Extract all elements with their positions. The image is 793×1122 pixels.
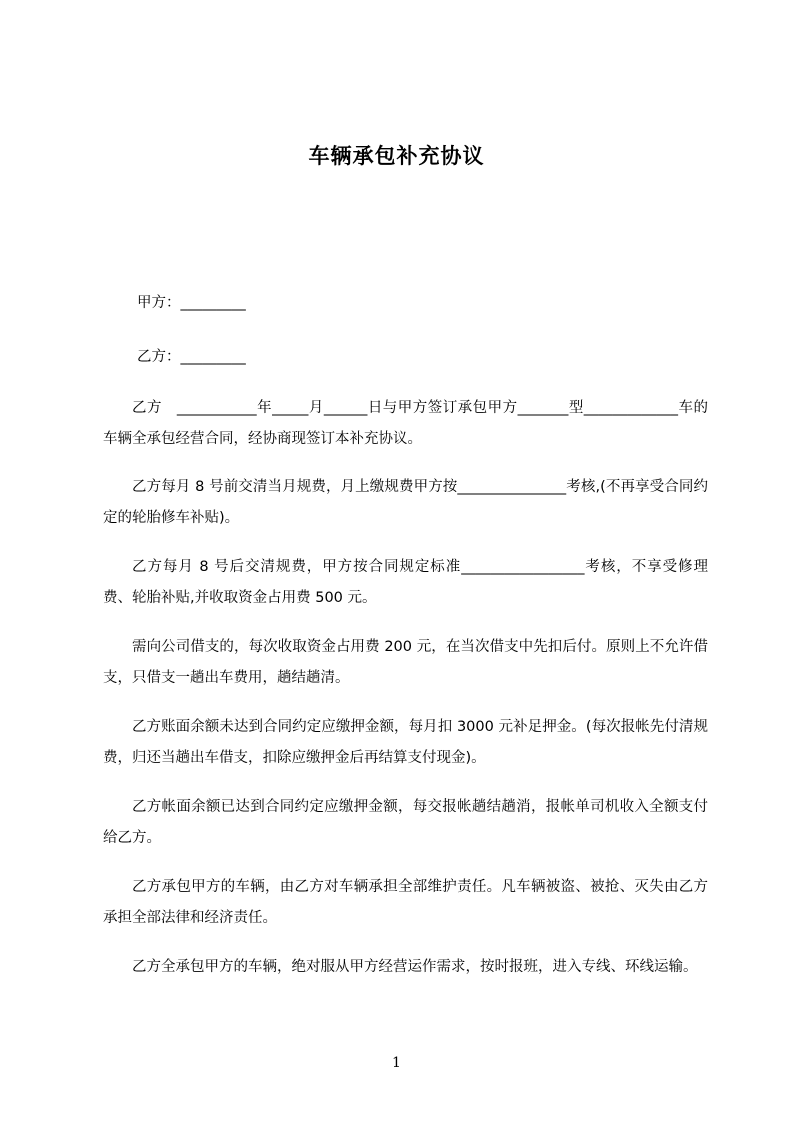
paragraph-2: 乙方每月 8 号前交清当月规费，月上缴规费甲方按_______________考核,(不再享受合同约定的轮胎修车补贴)。 bbox=[103, 479, 708, 526]
paragraph-7: 乙方承包甲方的车辆，由乙方对车辆承担全部维护责任。凡车辆被盗、被抢、灭失由乙方承担全部法律和经济责任。 bbox=[103, 879, 708, 926]
paragraph-5: 乙方账面余额未达到合同约定应缴押金额，每月扣 3000 元补足押金。(每次报帐先付清规费，归还当趟出车借支，扣除应缴押金后再结算支付现金)。 bbox=[103, 719, 708, 766]
page-number: 1 bbox=[392, 1055, 401, 1071]
party-b-line: 乙方：_________ bbox=[137, 349, 246, 365]
paragraph-3: 乙方每月 8 号后交清规费，甲方按合同规定标准_________________考核，不享受修理费、轮胎补贴,并收取资金占用费 500 元。 bbox=[103, 559, 708, 606]
paragraph-4: 需向公司借支的，每次收取资金占用费 200 元，在当次借支中先扣后付。原则上不允许借支，只借支一趟出车费用，趟结趟清。 bbox=[103, 639, 708, 686]
paragraph-8: 乙方全承包甲方的车辆，绝对服从甲方经营运作需求，按时报班，进入专线、环线运输。 bbox=[132, 959, 698, 975]
paragraph-6: 乙方帐面余额已达到合同约定应缴押金额，每交报帐趟结趟消，报帐单司机收入全额支付给乙方。 bbox=[103, 799, 708, 846]
document-title: 车辆承包补充协议 bbox=[308, 144, 485, 168]
paragraph-1: 乙方 ___________年_____月______日与甲方签订承包甲方_______型_____________车的车辆全承包经营合同，经协商现签订本补充协议。 bbox=[103, 400, 708, 447]
party-a-line: 甲方：_________ bbox=[137, 295, 246, 311]
